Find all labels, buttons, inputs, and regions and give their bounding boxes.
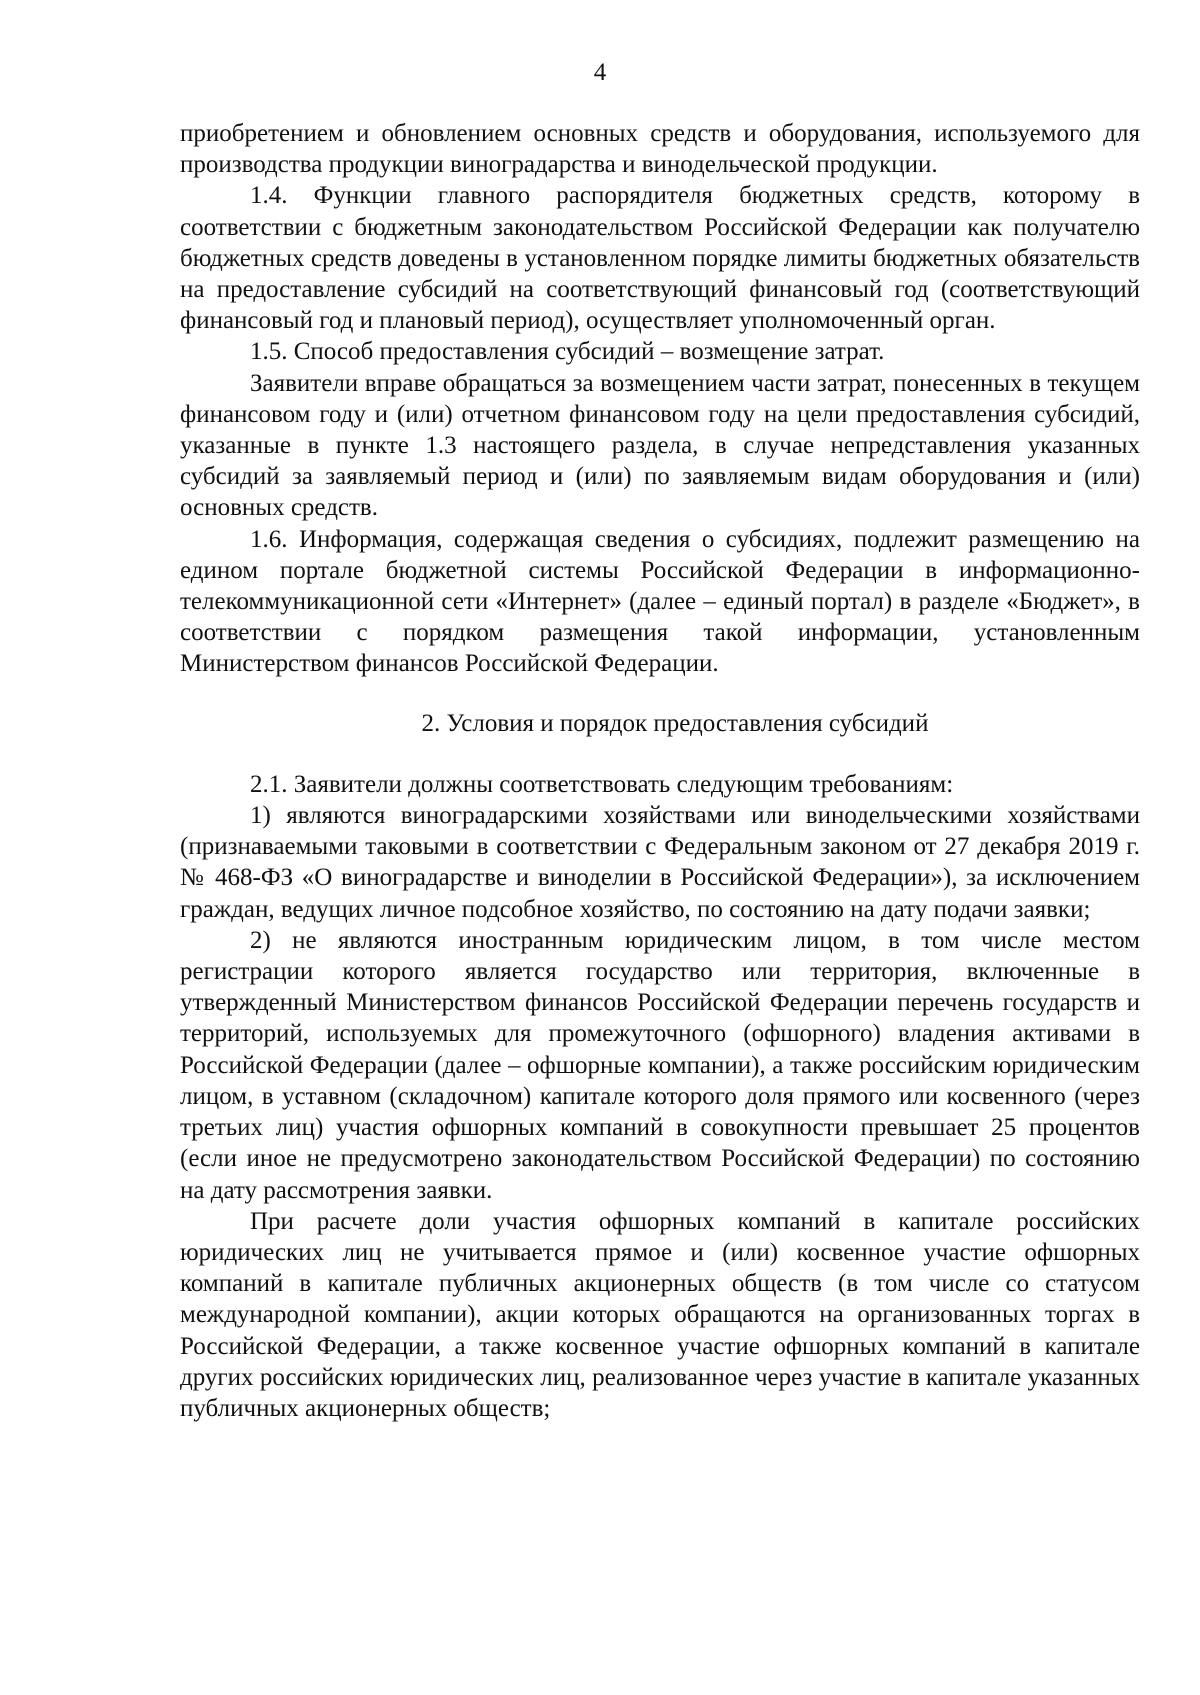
paragraph-1-6: 1.6. Информация, содержащая сведения о субсидиях, подлежит размещению на едином портале бюджетной системы Российской Федерации в информационно-телекоммуникационной сети «Интернет» (далее – единый портал) в разделе «Бюджет», в соответствии с порядком размещения такой информации, установленным Министерством финансов Российской Федерации. [180,525,1140,678]
paragraph-1-4: 1.4. Функции главного распорядителя бюджетных средств, которому в соответствии с бюджетным законодательством Российской Федерации как получателю бюджетных средств доведены в установленном порядке лимиты бюджетных обязательств на предоставление субсидий на соответствующий финансовый год (соответствующий финансовый год и плановый период), осуществляет уполномоченный орган. [180,182,1140,335]
paragraph-continuation: приобретением и обновлением основных средств и оборудования, используемого для производства продукции виноградарства и винодельческой продукции. [180,120,1140,179]
page-number: 4 [593,59,607,86]
paragraph-1-5: 1.5. Способ предоставления субсидий – возмещение затрат. [250,338,885,366]
paragraph-applicants-refund: Заявители вправе обращаться за возмещением части затрат, понесенных в текущем финансовом году и (или) отчетном финансовом году на цели предоставления субсидий, указанные в пункте 1.3 настоящего раздела, в случае непредставления указанных субсидий за заявляемый период и (или) по заявляемым видам оборудования и (или) основных средств. [180,369,1140,522]
paragraph-2-1: 2.1. Заявители должны соответствовать следующим требованиям: [250,770,954,798]
section-heading: 2. Условия и порядок предоставления субсидий [421,709,929,737]
paragraph-offshore-calculation: При расчете доли участия офшорных компаний в капитале российских юридических лиц не учитывается прямое и (или) косвенное участие офшорных компаний в капитале публичных акционерных обществ (в том числе со статусом международной компании), акции которых обращаются на организованных торгах в Российской Федерации, а также косвенное участие офшорных компаний в капитале других российских юридических лиц, реализованное через участие в капитале указанных публичных акционерных обществ; [180,1207,1140,1422]
paragraph-requirement-1: 1) являются виноградарскими хозяйствами или винодельческими хозяйствами (признаваемыми таковыми в соответствии с Федеральным законом от 27 декабря 2019 г. № 468-ФЗ «О виноградарстве и виноделии в Российской Федерации»), за исключением граждан, ведущих личное подсобное хозяйство, по состоянию на дату подачи заявки; [180,802,1140,923]
document-body [180,118,1140,1424]
paragraph-requirement-2: 2) не являются иностранным юридическим лицом, в том числе местом регистрации которого является государство или территория, включенные в утвержденный Министерством финансов Российской Федерации перечень государств и территорий, используемых для промежуточного (офшорного) владения активами в Российской Федерации (далее – офшорные компании), а также российским юридическим лицом, в уставном (складочном) капитале которого доля прямого или косвенного (через третьих лиц) участия офшорных компаний в совокупности превышает 25 процентов (если иное не предусмотрено законодательством Российской Федерации) по состоянию на дату рассмотрения заявки. [180,926,1140,1204]
